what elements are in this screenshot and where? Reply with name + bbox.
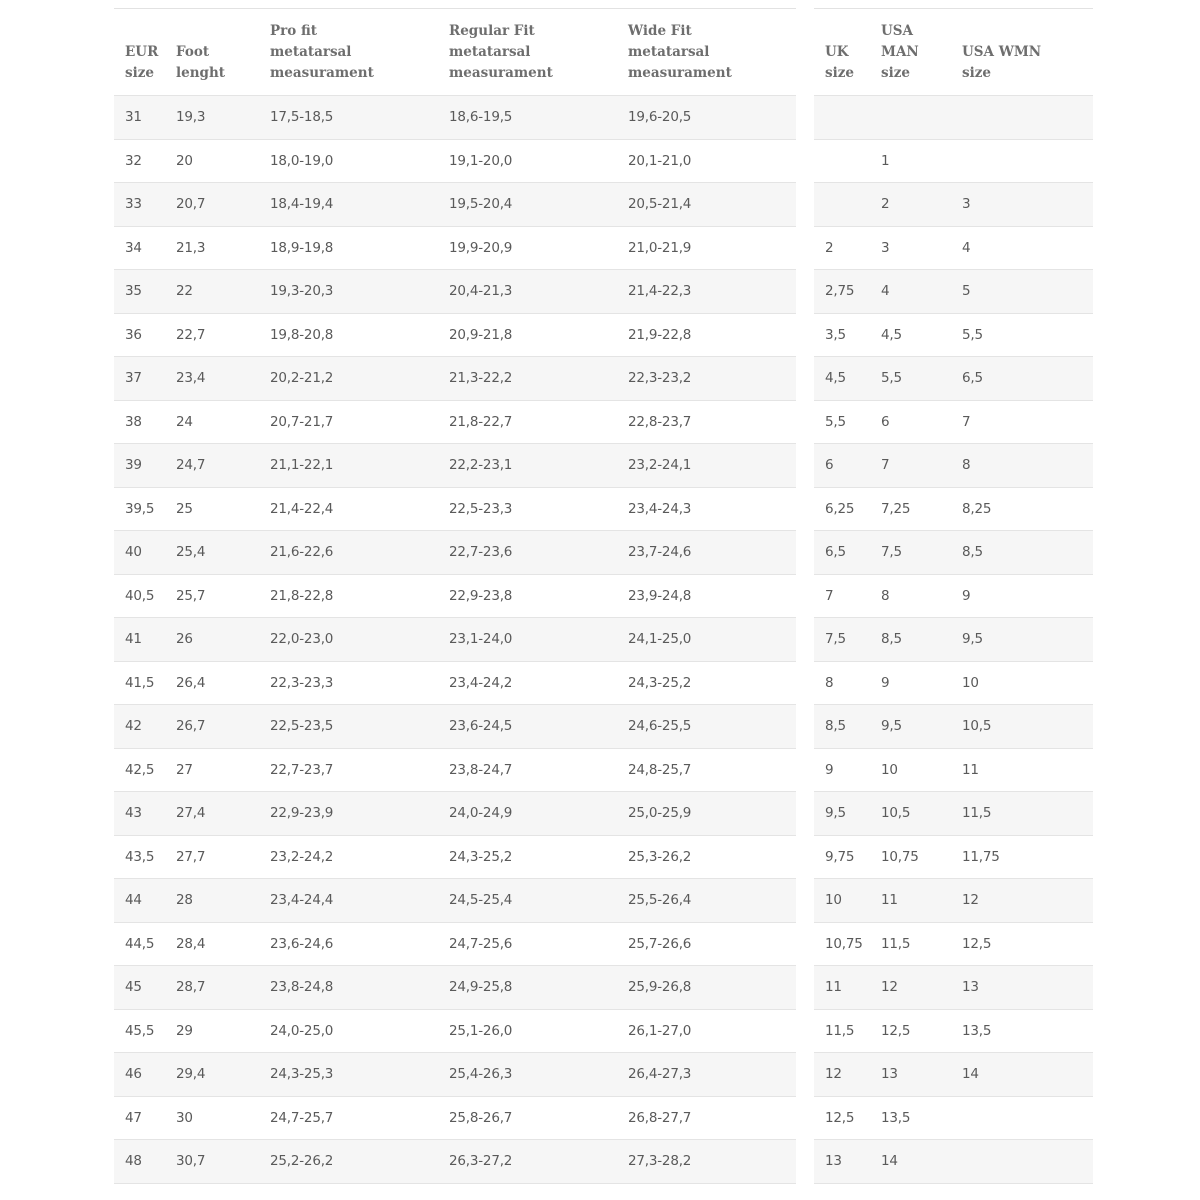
table-cell: 21,8-22,7: [449, 413, 513, 430]
table-row: [114, 1097, 796, 1141]
table-cell: 24,3-25,3: [270, 1066, 334, 1082]
table-cell: 9,75: [825, 848, 855, 865]
table-cell: 19,5-20,4: [449, 196, 513, 212]
table-cell: 5,5: [962, 326, 983, 343]
table-row: [114, 792, 796, 836]
table-cell: 28,7: [176, 979, 206, 995]
table-cell: 24,8-25,7: [628, 761, 692, 778]
table-cell: 19,3-20,3: [270, 283, 334, 299]
table-cell: 6,5: [825, 544, 846, 560]
table-cell: 2,75: [825, 283, 855, 299]
table-cell: 45,5: [125, 1022, 155, 1039]
table-cell: 38: [125, 413, 142, 430]
table-cell: 6: [881, 413, 890, 430]
table-cell: 17,5-18,5: [270, 109, 334, 125]
table-cell: 25,7-26,6: [628, 935, 692, 952]
table-cell: 26: [176, 631, 193, 647]
table-row: [114, 662, 796, 706]
column-header: [449, 21, 553, 84]
table-cell: 29,4: [176, 1066, 206, 1082]
table-cell: 23,8-24,7: [449, 761, 513, 778]
table-cell: 22: [176, 283, 193, 299]
table-cell: 7,5: [825, 631, 846, 647]
table-row: [814, 488, 1093, 532]
column-header-line: size: [125, 65, 154, 81]
table-cell: 20,1-21,0: [628, 152, 692, 169]
table-cell: 5: [962, 283, 971, 299]
table-row: [114, 575, 796, 619]
table-cell: 3: [881, 239, 890, 256]
table-cell: 30,7: [176, 1153, 206, 1169]
table-cell: 21,3: [176, 239, 206, 256]
table-cell: 10,75: [825, 935, 863, 952]
table-cell: 23,2-24,1: [628, 457, 692, 473]
table-row: [114, 488, 796, 532]
table-row: [114, 879, 796, 923]
column-header: [881, 21, 919, 84]
table-cell: 27,3-28,2: [628, 1153, 692, 1169]
table-row: [114, 618, 796, 662]
table-row: [114, 531, 796, 575]
table-cell: 9,5: [881, 718, 902, 734]
table-cell: 7: [962, 413, 971, 430]
table-row: [814, 183, 1093, 227]
table-cell: 12,5: [962, 935, 992, 952]
table-cell: 11,5: [825, 1022, 855, 1039]
table-cell: 21,4-22,3: [628, 283, 692, 299]
table-cell: 27,4: [176, 805, 206, 821]
table-row: [114, 140, 796, 184]
table-row: [814, 227, 1093, 271]
table-row: [814, 401, 1093, 445]
table-cell: 44: [125, 892, 142, 908]
table-cell: 21,9-22,8: [628, 326, 692, 343]
table-cell: 21,4-22,4: [270, 500, 334, 517]
table-row: [814, 879, 1093, 923]
column-header-line: measurament: [449, 65, 553, 81]
table-cell: 45: [125, 979, 142, 995]
column-header: [628, 21, 732, 84]
table-row: [814, 575, 1093, 619]
table-cell: 21,3-22,2: [449, 370, 513, 386]
table-cell: 24,0-24,9: [449, 805, 513, 821]
table-cell: 24,3-25,2: [628, 674, 692, 691]
table-cell: 21,1-22,1: [270, 457, 334, 473]
table-cell: 10: [881, 761, 898, 778]
table-cell: 25,9-26,8: [628, 979, 692, 995]
table-cell: 23,4: [176, 370, 206, 386]
table-row: [814, 444, 1093, 488]
column-header-line: Regular Fit: [449, 23, 535, 39]
table-cell: 8,5: [825, 718, 846, 734]
table-cell: 18,0-19,0: [270, 152, 334, 169]
table-cell: 26,3-27,2: [449, 1153, 513, 1169]
column-header-line: size: [881, 65, 910, 81]
table-cell: 34: [125, 239, 142, 256]
table-cell: 1: [881, 152, 890, 169]
table-cell: 9,5: [962, 631, 983, 647]
table-cell: 22,7-23,6: [449, 544, 513, 560]
table-cell: 3,5: [825, 326, 846, 343]
table-cell: 43,5: [125, 848, 155, 865]
table-cell: 24,5-25,4: [449, 892, 513, 908]
table-cell: 24,7-25,7: [270, 1109, 334, 1126]
table-cell: 11: [881, 892, 898, 908]
table-cell: 32: [125, 152, 142, 169]
table-cell: 42: [125, 718, 142, 734]
table-cell: 25,3-26,2: [628, 848, 692, 865]
table-cell: 43: [125, 805, 142, 821]
table-cell: 26,1-27,0: [628, 1022, 692, 1039]
table-cell: 23,4-24,3: [628, 500, 692, 517]
table-cell: 24,7-25,6: [449, 935, 513, 952]
table-cell: 12: [881, 979, 898, 995]
table-row: [814, 1097, 1093, 1141]
table-cell: 8: [825, 674, 834, 691]
table-row: [114, 314, 796, 358]
column-header-line: UK: [825, 44, 849, 60]
column-header-line: size: [825, 65, 854, 81]
table-cell: 24: [176, 413, 193, 430]
table-cell: 22,0-23,0: [270, 631, 334, 647]
table-cell: 24,7: [176, 457, 206, 473]
table-cell: 12,5: [881, 1022, 911, 1039]
table-cell: 7: [825, 587, 834, 604]
table-cell: 8,5: [962, 544, 983, 560]
column-header-line: metatarsal: [449, 44, 531, 60]
table-row: [114, 444, 796, 488]
table-cell: 4: [962, 239, 971, 256]
column-header-line: Pro fit: [270, 23, 318, 39]
column-header: [176, 42, 225, 84]
table-cell: 5,5: [881, 370, 902, 386]
table-cell: 14: [881, 1153, 898, 1169]
table-cell: 21,8-22,8: [270, 587, 334, 604]
table-cell: 29: [176, 1022, 193, 1039]
table-cell: 8: [881, 587, 890, 604]
table-row: [114, 966, 796, 1010]
table-cell: 25,5-26,4: [628, 892, 692, 908]
table-cell: 23,8-24,8: [270, 979, 334, 995]
table-cell: 23,6-24,6: [270, 935, 334, 952]
table-cell: 12,5: [825, 1109, 855, 1126]
table-row: [814, 836, 1093, 880]
table-cell: 9: [881, 674, 890, 691]
table-row: [114, 749, 796, 793]
table-cell: 6,25: [825, 500, 855, 517]
table-cell: 23,4-24,4: [270, 892, 334, 908]
table-row: [814, 1140, 1093, 1184]
table-cell: 12: [962, 892, 979, 908]
table-cell: 23,1-24,0: [449, 631, 513, 647]
table-cell: 10: [825, 892, 842, 908]
table-cell: 47: [125, 1109, 142, 1126]
table-cell: 18,6-19,5: [449, 109, 513, 125]
table-cell: 40,5: [125, 587, 155, 604]
table-cell: 22,5-23,3: [449, 500, 513, 517]
table-cell: 14: [962, 1066, 979, 1082]
column-header-line: USA WMN: [962, 44, 1042, 60]
table-cell: 48: [125, 1153, 142, 1169]
table-cell: 7: [881, 457, 890, 473]
size-table-right: [814, 8, 1093, 1184]
table-cell: 24,6-25,5: [628, 718, 692, 734]
table-cell: 22,2-23,1: [449, 457, 513, 473]
column-header: [270, 21, 374, 84]
table-cell: 25,8-26,7: [449, 1109, 513, 1126]
table-cell: 25,4: [176, 544, 206, 560]
table-cell: 30: [176, 1109, 193, 1126]
table-cell: 25,7: [176, 587, 206, 604]
table-row: [114, 96, 796, 140]
table-cell: 9,5: [825, 805, 846, 821]
table-cell: 19,3: [176, 109, 206, 125]
table-cell: 13: [825, 1153, 842, 1169]
table-row: [814, 966, 1093, 1010]
table-cell: 20: [176, 152, 193, 169]
table-cell: 18,9-19,8: [270, 239, 334, 256]
size-table-left: [114, 8, 796, 1184]
table-cell: 23,7-24,6: [628, 544, 692, 560]
table-cell: 41: [125, 631, 142, 647]
table-row: [814, 923, 1093, 967]
table-cell: 22,7-23,7: [270, 761, 334, 778]
table-cell: 4,5: [881, 326, 902, 343]
table-cell: 31: [125, 109, 142, 125]
table-row: [114, 357, 796, 401]
table-cell: 8: [962, 457, 971, 473]
table-cell: 9: [825, 761, 834, 778]
table-row: [114, 401, 796, 445]
table-row: [814, 96, 1093, 140]
table-cell: 6: [825, 457, 834, 473]
table-row: [814, 749, 1093, 793]
table-cell: 23,9-24,8: [628, 587, 692, 604]
table-cell: 24,9-25,8: [449, 979, 513, 995]
table-cell: 46: [125, 1066, 142, 1082]
table-row: [814, 357, 1093, 401]
table-cell: 10,75: [881, 848, 919, 865]
table-row: [814, 705, 1093, 749]
table-cell: 19,9-20,9: [449, 239, 513, 256]
column-header-line: Foot: [176, 44, 210, 60]
table-cell: 22,3-23,2: [628, 370, 692, 386]
table-cell: 11: [825, 979, 842, 995]
table-cell: 39: [125, 457, 142, 473]
table-cell: 13,5: [962, 1022, 992, 1039]
table-cell: 27: [176, 761, 193, 778]
table-cell: 24,0-25,0: [270, 1022, 334, 1039]
table-cell: 26,4: [176, 674, 206, 691]
table-row: [814, 314, 1093, 358]
column-header-line: size: [962, 65, 991, 81]
column-header-line: measurament: [270, 65, 374, 81]
table-cell: 5,5: [825, 413, 846, 430]
table-cell: 11,5: [962, 805, 992, 821]
table-cell: 22,9-23,8: [449, 587, 513, 604]
table-row: [814, 270, 1093, 314]
table-cell: 11,5: [881, 935, 911, 952]
table-row: [814, 618, 1093, 662]
table-cell: 19,1-20,0: [449, 152, 513, 169]
table-body: [814, 96, 1093, 1184]
table-cell: 39,5: [125, 500, 155, 517]
column-header-line: metatarsal: [270, 44, 352, 60]
table-cell: 10,5: [881, 805, 911, 821]
table-cell: 20,4-21,3: [449, 283, 513, 299]
table-cell: 25,4-26,3: [449, 1066, 513, 1082]
column-header: [125, 42, 158, 84]
table-row: [814, 792, 1093, 836]
table-cell: 11: [962, 761, 979, 778]
table-cell: 2: [881, 196, 890, 212]
table-row: [114, 836, 796, 880]
table-body: [114, 96, 796, 1184]
column-header-line: measurament: [628, 65, 732, 81]
table-cell: 12: [825, 1066, 842, 1082]
table-cell: 35: [125, 283, 142, 299]
column-header-line: Wide Fit: [628, 23, 692, 39]
table-cell: 37: [125, 370, 142, 386]
table-cell: 7,25: [881, 500, 911, 517]
table-row: [814, 1010, 1093, 1054]
table-cell: 26,7: [176, 718, 206, 734]
table-cell: 22,8-23,7: [628, 413, 692, 430]
table-cell: 22,9-23,9: [270, 805, 334, 821]
table-row: [814, 1053, 1093, 1097]
table-cell: 11,75: [962, 848, 1000, 865]
table-cell: 25: [176, 500, 193, 517]
table-row: [114, 183, 796, 227]
table-cell: 25,0-25,9: [628, 805, 692, 821]
table-cell: 22,3-23,3: [270, 674, 334, 691]
table-cell: 42,5: [125, 761, 155, 778]
column-header: [962, 42, 1041, 84]
table-cell: 18,4-19,4: [270, 196, 334, 212]
table-row: [814, 662, 1093, 706]
table-cell: 28,4: [176, 935, 206, 952]
table-cell: 44,5: [125, 935, 155, 952]
table-row: [114, 270, 796, 314]
column-header-line: USA: [881, 23, 913, 39]
column-header-line: metatarsal: [628, 44, 710, 60]
table-cell: 13: [881, 1066, 898, 1082]
table-cell: 19,6-20,5: [628, 109, 692, 125]
table-cell: 13: [962, 979, 979, 995]
table-row: [114, 1140, 796, 1184]
column-header-line: MAN: [881, 44, 919, 60]
table-cell: 20,9-21,8: [449, 326, 513, 343]
table-cell: 3: [962, 196, 971, 212]
table-cell: 20,5-21,4: [628, 196, 692, 212]
column-header-line: EUR: [125, 44, 159, 60]
table-cell: 22,7: [176, 326, 206, 343]
table-cell: 20,7: [176, 196, 206, 212]
table-cell: 23,4-24,2: [449, 674, 513, 691]
table-cell: 10,5: [962, 718, 992, 734]
table-row: [814, 531, 1093, 575]
table-row: [114, 1010, 796, 1054]
table-cell: 24,1-25,0: [628, 631, 692, 647]
table-cell: 25,2-26,2: [270, 1153, 334, 1169]
table-cell: 2: [825, 239, 834, 256]
table-cell: 21,0-21,9: [628, 239, 692, 256]
table-cell: 40: [125, 544, 142, 560]
table-cell: 25,1-26,0: [449, 1022, 513, 1039]
table-cell: 24,3-25,2: [449, 848, 513, 865]
table-cell: 4,5: [825, 370, 846, 386]
table-cell: 19,8-20,8: [270, 326, 334, 343]
table-row: [114, 705, 796, 749]
table-cell: 4: [881, 283, 890, 299]
table-cell: 23,6-24,5: [449, 718, 513, 734]
table-header: [814, 9, 1093, 96]
table-cell: 21,6-22,6: [270, 544, 334, 560]
table-cell: 28: [176, 892, 193, 908]
table-cell: 13,5: [881, 1109, 911, 1126]
table-header: [114, 9, 796, 96]
table-cell: 10: [962, 674, 979, 691]
table-cell: 27,7: [176, 848, 206, 865]
table-cell: 8,25: [962, 500, 992, 517]
table-cell: 20,2-21,2: [270, 370, 334, 386]
column-header: [825, 42, 854, 84]
column-header-line: lenght: [176, 65, 226, 81]
table-row: [814, 140, 1093, 184]
table-cell: 33: [125, 196, 142, 212]
table-cell: 26,8-27,7: [628, 1109, 692, 1126]
table-cell: 26,4-27,3: [628, 1066, 692, 1082]
table-cell: 41,5: [125, 674, 155, 691]
table-cell: 23,2-24,2: [270, 848, 334, 865]
table-row: [114, 1053, 796, 1097]
table-cell: 20,7-21,7: [270, 413, 334, 430]
table-cell: 22,5-23,5: [270, 718, 334, 734]
table-cell: 8,5: [881, 631, 902, 647]
table-row: [114, 923, 796, 967]
table-cell: 7,5: [881, 544, 902, 560]
table-row: [114, 227, 796, 271]
table-cell: 9: [962, 587, 971, 604]
table-cell: 36: [125, 326, 142, 343]
table-cell: 6,5: [962, 370, 983, 386]
